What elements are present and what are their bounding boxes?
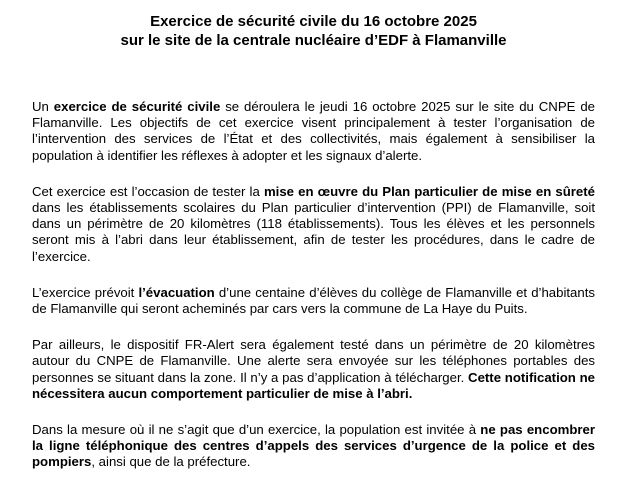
paragraph-emergency-lines <box>32 422 595 471</box>
paragraph-text: Dans la mesure où il ne s’agit que d’un exercice, la population est invitée à <box>32 422 481 438</box>
document-body <box>32 99 595 471</box>
paragraph-text: Un <box>32 99 54 114</box>
paragraph-text: d’une centaine d’élèves du collège de Flamanville et d’habitants de Flamanville qui seront acheminés par cars vers la commune de La Haye du Puits. <box>32 284 595 317</box>
paragraph-text: dans les établissements scolaires du Plan particulier d’intervention (PPI) de Flamanville, soit dans un périmètre de 20 kilomètres (118 établissements). Tous les élèves et les personnels seront mis à l’abri dans leur établissement, afin de tester les procédures, dans le cadre de l’exercice. <box>32 200 595 264</box>
paragraph-text: L’exercice prévoit <box>32 284 139 300</box>
paragraph-bold-text: mise en œuvre du Plan particulier de mise en sûreté <box>263 183 595 199</box>
paragraph-text: Par ailleurs, le dispositif FR-Alert sera également testé dans un périmètre de 20 kilomètres autour du CNPE de Flamanville. Une alerte sera envoyée sur les téléphones portables des personnes se situant dans la zone. Il n’y a pas d’application à télécharger. <box>32 337 595 385</box>
title-line-1: Exercice de sécurité civile du 16 octobre 2025 <box>150 13 477 30</box>
paragraph-evacuation <box>32 285 595 317</box>
paragraph-schools <box>32 184 595 265</box>
paragraph-bold-text: exercice de sécurité civile <box>53 99 221 114</box>
paragraph-bold-text: ne pas encombrer la ligne téléphonique des centres d’appels des services d’urgence de la police et des pompiers <box>32 422 596 470</box>
paragraph-bold-text: l’évacuation <box>138 284 215 300</box>
paragraph-text: se déroulera le jeudi 16 octobre 2025 sur le site du CNPE de Flamanville. Les objectifs de cet exercice visent principalement à tester l’organisation de l’intervention des services de l’État et des collectivités, mais également à sensibiliser la population à identifier les réflexes à adopter et les signaux d’alerte. <box>32 99 596 163</box>
title-line-2: sur le site de la centrale nucléaire d’EDF à Flamanville <box>120 32 507 49</box>
paragraph-text: , ainsi que de la préfecture. <box>91 454 251 470</box>
paragraph-fr-alert <box>32 337 595 402</box>
paragraph-bold-text: Cette notification ne nécessitera aucun comportement particulier de mise à l’abri. <box>32 369 595 401</box>
paragraph-text: Cet exercice est l’occasion de tester la <box>32 183 264 199</box>
document-title <box>32 12 595 50</box>
paragraph-exercise-intro <box>32 99 595 164</box>
